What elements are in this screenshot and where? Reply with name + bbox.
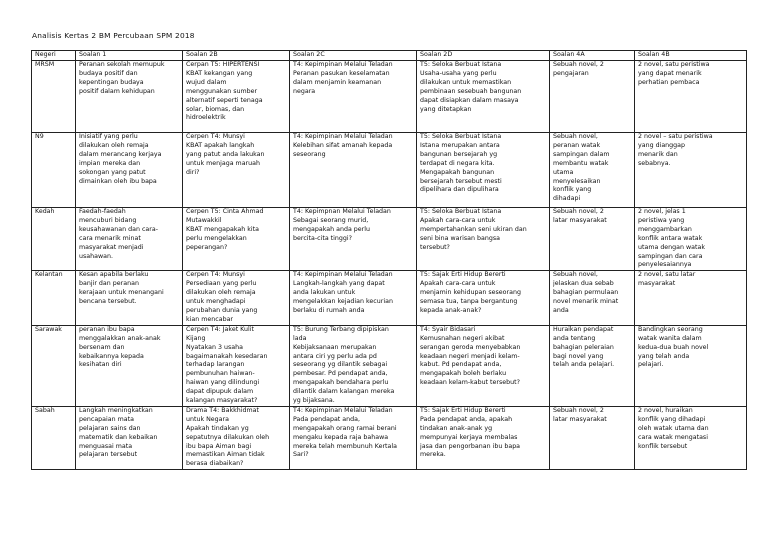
cell-text-line: mempertahankan seni ukiran dan xyxy=(420,225,527,233)
cell-text-line: Sebuah novel, 2 xyxy=(553,406,604,414)
cell-text-line: wujud dalam xyxy=(186,78,227,86)
cell-text-line: lada xyxy=(293,334,307,342)
cell-text-line: terdapat di negara kita. xyxy=(420,159,495,167)
cell-text-line: Bandingkan seorang xyxy=(638,325,703,333)
cell-text-line: membantu watak xyxy=(553,159,609,167)
cell-soalan-2c xyxy=(290,406,417,469)
cell-text-line: mengapakah bendahara perlu xyxy=(293,379,389,387)
cell-text-line: Apakah tindakan yg xyxy=(186,424,249,432)
cell-text-line: peranan ibu bapa xyxy=(79,325,135,333)
table-row xyxy=(32,325,747,406)
cell-text-line: Kijang xyxy=(186,334,206,342)
header-soalan-4a: Soalan 4A xyxy=(550,51,635,61)
cell-text-line: T4: Kepimpinan Melalui Teladan xyxy=(293,406,393,414)
cell-soalan-1 xyxy=(76,61,183,133)
cell-text-line: Kemusnahan negeri akibat xyxy=(420,334,505,342)
cell-text-line: semasa tua, tanpa bergantung xyxy=(420,298,518,306)
cell-text-line: memastikan Aiman tidak xyxy=(186,451,265,459)
cell-text-line: T5: Sajak Erti Hidup Bererti xyxy=(420,271,506,279)
header-soalan-1: Soalan 1 xyxy=(76,51,183,61)
cell-text-line: impian mereka dan xyxy=(79,159,141,167)
cell-text-line: T4: Kepimpnan Melalui Teladan xyxy=(293,208,391,215)
cell-text-line: bencana tersebut. xyxy=(79,298,137,306)
cell-soalan-4a xyxy=(550,325,635,406)
cell-text-line: bahagian permulaan xyxy=(553,289,619,297)
cell-soalan-2b xyxy=(183,208,290,271)
cell-text-line: bersenam dan xyxy=(79,343,125,351)
cell-text-line: 2 novel – satu peristiwa xyxy=(638,133,713,140)
cell-text-line: telah anda pelajari. xyxy=(553,361,615,369)
cell-text-line: cara watak mengatasi xyxy=(638,433,708,441)
cell-text-line: latar masyarakat xyxy=(553,216,607,224)
state-cell: N9 xyxy=(32,133,76,208)
cell-text-line: menarik dan xyxy=(638,150,678,158)
header-negeri: Negeri xyxy=(32,51,76,61)
cell-text-line: terhadap larangan xyxy=(186,361,245,369)
cell-text-line: KBAT apakah langkah xyxy=(186,141,255,149)
cell-text-line: kedua-dua buah novel xyxy=(638,343,709,351)
cell-text-line: Peranan sekolah memupuk xyxy=(79,61,165,68)
cell-text-line: Inisiatif yang perlu xyxy=(79,133,138,140)
cell-text-line: negara xyxy=(293,87,316,95)
cell-soalan-1 xyxy=(76,271,183,325)
cell-text-line: konflik tersebut xyxy=(638,442,688,450)
table-row xyxy=(32,208,747,271)
cell-text-line: latar masyarakat xyxy=(553,415,607,423)
state-cell: Sabah xyxy=(32,406,76,469)
cell-soalan-2b xyxy=(183,325,290,406)
cell-text-line: KBAT kekangan yang xyxy=(186,69,253,77)
cell-soalan-2d xyxy=(417,271,550,325)
cell-text-line: KBAT mengapakah kita xyxy=(186,225,259,233)
cell-text-line: novel menarik minat xyxy=(553,298,619,306)
cell-text-line: berlaku di rumah anda xyxy=(293,306,365,314)
cell-text-line: utama dengan watak xyxy=(638,243,706,251)
cell-soalan-1 xyxy=(76,325,183,406)
cell-text-line: Usaha-usaha yang perlu xyxy=(420,69,497,77)
cell-text-line: perhatian pembaca xyxy=(638,78,700,86)
table-row xyxy=(32,133,747,208)
cell-text-line: T5: Seloka Berbuat Istana xyxy=(420,208,502,215)
cell-soalan-4b xyxy=(635,325,747,406)
cell-text-line: dilakukan oleh remaja xyxy=(186,289,256,297)
cell-text-line: utama xyxy=(553,168,574,176)
cell-soalan-2d xyxy=(417,61,550,133)
cell-text-line: mengapakah anda perlu xyxy=(293,225,371,233)
cell-text-line: dilakukan untuk memastikan xyxy=(420,78,512,86)
cell-text-line: dilakukan oleh remaja xyxy=(79,141,149,149)
cell-text-line: bagaimanakah kesedaran xyxy=(186,352,268,360)
cell-text-line: yang patut anda lakukan xyxy=(186,150,265,158)
cell-text-line: Kesan apabila berlaku xyxy=(79,271,149,279)
cell-text-line: anda tentang xyxy=(553,334,596,342)
cell-text-line: T4: Syair Bidasari xyxy=(420,325,476,333)
cell-text-line: mencuburi bidang xyxy=(79,216,137,224)
cell-soalan-4a xyxy=(550,61,635,133)
cell-text-line: T4: Kepimpinan Melalui Teladan xyxy=(293,61,393,68)
cell-text-line: T5: Seloka Berbuat Istana xyxy=(420,133,502,140)
cell-text-line: menjamin kehidupan seseorang xyxy=(420,289,521,297)
cell-text-line: Apakah cara-cara untuk xyxy=(420,216,496,224)
cell-text-line: peperangan? xyxy=(186,243,228,251)
cell-text-line: Pada pendapat anda, apakah xyxy=(420,415,513,423)
cell-text-line: oleh watak utama dan xyxy=(638,424,709,432)
cell-text-line: Kelebihan sifat amanah kepada xyxy=(293,141,393,149)
cell-text-line: Sebuah novel, 2 xyxy=(553,208,604,215)
cell-text-line: anda xyxy=(553,306,569,314)
cell-text-line: bangunan bersejarah yg xyxy=(420,150,498,158)
cell-text-line: dalam menjamin keamanan xyxy=(293,78,382,86)
cell-text-line: Nyatakan 3 usaha xyxy=(186,343,243,351)
cell-text-line: Sari? xyxy=(293,451,309,459)
cell-soalan-4b xyxy=(635,208,747,271)
table-row xyxy=(32,406,747,469)
cell-soalan-2d xyxy=(417,208,550,271)
cell-text-line: konflik antara watak xyxy=(638,234,703,242)
cell-text-line: Mutawakkil xyxy=(186,216,222,224)
cell-soalan-2d xyxy=(417,325,550,406)
cell-text-line: kebaikannya kepada xyxy=(79,352,144,360)
cell-text-line: diri? xyxy=(186,168,200,176)
cell-text-line: berasa diabaikan? xyxy=(186,460,244,468)
cell-text-line: budaya positif dan xyxy=(79,69,138,77)
header-soalan-4b: Soalan 4B xyxy=(635,51,747,61)
cell-text-line: bersejarah tersebut mesti xyxy=(420,177,502,185)
cell-text-line: serangan geroda menyebabkan xyxy=(420,343,521,351)
cell-text-line: keadaan kelam-kabut tersebut? xyxy=(420,379,520,387)
cell-text-line: Cerpen T4: Jaket Kulit xyxy=(186,325,254,333)
cell-soalan-2c xyxy=(290,61,417,133)
cell-soalan-2d xyxy=(417,133,550,208)
cell-text-line: Cerpen T4: Munsyi xyxy=(186,133,245,140)
cell-text-line: Sebagai seorang murid, xyxy=(293,216,369,224)
cell-text-line: yang ditetapkan xyxy=(420,105,472,113)
cell-text-line: solar, biomas, dan xyxy=(186,105,245,113)
cell-text-line: Apakah cara-cara untuk xyxy=(420,280,496,288)
cell-text-line: Pada pendapat anda, xyxy=(293,415,360,423)
cell-text-line: menggalakkan anak-anak xyxy=(79,334,161,342)
cell-text-line: sokongan yang patut xyxy=(79,168,146,176)
cell-soalan-2d xyxy=(417,406,550,469)
cell-text-line: Sebuah novel, 2 xyxy=(553,61,604,68)
cell-text-line: tersebut? xyxy=(420,243,450,251)
cell-text-line: seseorang yg dilantik sebagai xyxy=(293,361,388,369)
cell-text-line: T4: Kepimpinan Melalui Teladan xyxy=(293,133,393,140)
cell-text-line: mengapakah boleh berlaku xyxy=(420,370,507,378)
cell-text-line: masyarakat menjadi xyxy=(79,243,144,251)
cell-soalan-2c xyxy=(290,133,417,208)
cell-text-line: Huraikan pendapat xyxy=(553,325,614,333)
cell-text-line: bahagian peleraian xyxy=(553,343,614,351)
cell-text-line: masyarakat xyxy=(638,280,676,288)
document-title: Analisis Kertas 2 BM Percubaan SPM 2018 xyxy=(32,31,195,40)
cell-text-line: T5: Seloka Berbuat Istana xyxy=(420,61,502,68)
cell-text-line: tindakan anak-anak yg xyxy=(420,424,493,432)
cell-text-line: pengajaran xyxy=(553,69,589,77)
cell-text-line: Cerpen T5: Cinta Ahmad xyxy=(186,208,264,215)
cell-text-line: mengaku kepada raja bahawa xyxy=(293,433,389,441)
cell-text-line: Sebuah novel, xyxy=(553,271,598,279)
cell-text-line: peranan watak xyxy=(553,141,601,149)
cell-soalan-4a xyxy=(550,133,635,208)
cell-text-line: dipelihara dan dipulihara xyxy=(420,186,499,194)
cell-text-line: sampingan dan cara xyxy=(638,252,703,260)
cell-text-line: pembesar. Pd pendapat anda, xyxy=(293,370,388,378)
cell-text-line: dihadapi xyxy=(553,195,581,203)
cell-text-line: positif dalam kehidupan xyxy=(79,87,155,95)
cell-text-line: Faedah-faedah xyxy=(79,208,126,215)
cell-soalan-1 xyxy=(76,406,183,469)
header-soalan-2c: Soalan 2C xyxy=(290,51,417,61)
cell-soalan-4a xyxy=(550,271,635,325)
state-cell: Sarawak xyxy=(32,325,76,406)
cell-text-line: menyelesaikan xyxy=(553,177,601,185)
cell-soalan-1 xyxy=(76,133,183,208)
cell-text-line: antara ciri yg perlu ada pd xyxy=(293,352,377,360)
cell-soalan-2c xyxy=(290,208,417,271)
cell-text-line: kesihatan diri xyxy=(79,361,122,369)
cell-text-line: banjir dan peranan xyxy=(79,280,139,288)
cell-text-line: bercita-cita tinggi? xyxy=(293,234,352,242)
cell-soalan-2b xyxy=(183,406,290,469)
cell-text-line: dimainkan oleh ibu bapa xyxy=(79,177,157,185)
cell-soalan-2c xyxy=(290,271,417,325)
cell-text-line: Peranan pasukan keselamatan xyxy=(293,69,390,77)
cell-text-line: dalam merancang kerjaya xyxy=(79,150,162,158)
cell-text-line: matematik dan kebaikan xyxy=(79,433,158,441)
cell-text-line: Mengapakah bangunan xyxy=(420,168,495,176)
cell-text-line: untuk menjaga maruah xyxy=(186,159,260,167)
analysis-table xyxy=(31,50,747,470)
cell-text-line: untuk Negara xyxy=(186,415,229,423)
cell-soalan-2b xyxy=(183,133,290,208)
cell-text-line: hidroelektrik xyxy=(186,114,226,122)
cell-text-line: Cerpen T4: Munsyi xyxy=(186,271,245,279)
state-cell: MRSM xyxy=(32,61,76,133)
cell-text-line: konflik yang dihadapi xyxy=(638,415,706,423)
cell-soalan-4b xyxy=(635,61,747,133)
state-cell: Kedah xyxy=(32,208,76,271)
cell-text-line: watak wanita dalam xyxy=(638,334,702,342)
cell-text-line: 2 novel, satu peristiwa xyxy=(638,61,710,68)
cell-text-line: yg bijaksana. xyxy=(293,397,335,405)
cell-soalan-4b xyxy=(635,271,747,325)
cell-text-line: pelajaran tersebut xyxy=(79,451,138,459)
cell-text-line: T4: Kepimpinan Melalui Teladan xyxy=(293,271,393,279)
cell-text-line: alternatif seperti tenaga xyxy=(186,96,263,104)
cell-text-line: 2 novel, satu latar xyxy=(638,271,696,279)
cell-text-line: menguasai mata xyxy=(79,442,133,450)
cell-text-line: kian mencabar xyxy=(186,315,234,323)
cell-text-line: sebabnya. xyxy=(638,159,671,167)
cell-text-line: mereka. xyxy=(420,451,446,459)
cell-text-line: kerajaan untuk menangani xyxy=(79,289,164,297)
cell-text-line: dapat disiapkan dalam masaya xyxy=(420,96,519,104)
cell-text-line: yang telah anda xyxy=(638,352,690,360)
cell-soalan-2c xyxy=(290,325,417,406)
cell-text-line: mengelakkan kejadian kecurian xyxy=(293,298,393,306)
cell-soalan-1 xyxy=(76,208,183,271)
cell-text-line: mempunyai kerjaya membalas xyxy=(420,433,518,441)
cell-text-line: menggunakan sumber xyxy=(186,87,258,95)
state-cell: Kelantan xyxy=(32,271,76,325)
header-row xyxy=(32,51,747,61)
cell-text-line: pelajaran sains dan xyxy=(79,424,141,432)
cell-text-line: dapat dipupuk dalam xyxy=(186,388,254,396)
cell-soalan-2b xyxy=(183,61,290,133)
cell-text-line: usahawan. xyxy=(79,252,113,260)
cell-text-line: sepatutnya dilakukan oleh xyxy=(186,433,270,441)
cell-text-line: peristiwa yang xyxy=(638,216,685,224)
cell-text-line: kepentingan budaya xyxy=(79,78,144,86)
cell-text-line: kalangan masyarakat? xyxy=(186,397,258,405)
cell-text-line: Istana merupakan antara xyxy=(420,141,500,149)
header-soalan-2b: Soalan 2B xyxy=(183,51,290,61)
cell-text-line: pembinaan sesebuah bangunan xyxy=(420,87,522,95)
cell-soalan-4b xyxy=(635,133,747,208)
cell-text-line: ibu bapa Aiman bagi xyxy=(186,442,252,450)
cell-text-line: cara menarik minat xyxy=(79,234,141,242)
cell-text-line: pembunuhan haiwan- xyxy=(186,370,255,378)
cell-text-line: T5: Burung Terbang dipipiskan xyxy=(293,325,389,333)
cell-text-line: 2 novel, jelas 1 xyxy=(638,208,686,215)
cell-text-line: sampingan dalam xyxy=(553,150,610,158)
cell-soalan-4a xyxy=(550,208,635,271)
cell-text-line: dilantik dalam kalangan mereka xyxy=(293,388,395,396)
cell-text-line: seni bina warisan bangsa xyxy=(420,234,500,242)
cell-text-line: kabut. Pd pendapat anda, xyxy=(420,361,502,369)
cell-text-line: jasa dan pengorbanan ibu bapa xyxy=(420,442,521,450)
cell-text-line: pelajari. xyxy=(638,361,664,369)
cell-text-line: Langkah meningkatkan xyxy=(79,406,153,414)
cell-text-line: perlu mengelakkan xyxy=(186,234,247,242)
cell-text-line: untuk menghadapi xyxy=(186,298,246,306)
cell-text-line: keusahawanan dan cara- xyxy=(79,225,159,233)
cell-text-line: Cerpan T5: HIPERTENSI xyxy=(186,61,260,68)
cell-text-line: anda lakukan untuk xyxy=(293,289,356,297)
cell-text-line: perubahan dunia yang xyxy=(186,306,258,314)
cell-text-line: jelaskan dua sebab xyxy=(553,280,614,288)
cell-soalan-4b xyxy=(635,406,747,469)
cell-text-line: 2 novel, huraikan xyxy=(638,406,693,414)
cell-text-line: keadaan negeri menjadi kelam- xyxy=(420,352,520,360)
cell-text-line: Sebuah novel, xyxy=(553,133,598,140)
cell-text-line: Persediaan yang perlu xyxy=(186,280,257,288)
cell-soalan-4a xyxy=(550,406,635,469)
cell-text-line: pencapaian mata xyxy=(79,415,134,423)
cell-text-line: seseorang xyxy=(293,150,326,158)
cell-text-line: haiwan yang dilindungi xyxy=(186,379,260,387)
cell-text-line: yang dianggap xyxy=(638,141,686,149)
cell-text-line: Kebijaksanaan merupakan xyxy=(293,343,377,351)
cell-text-line: T5: Sajak Erti Hidup Bererti xyxy=(420,406,506,414)
cell-text-line: mengapakah orang ramai berani xyxy=(293,424,397,432)
cell-text-line: konflik yang xyxy=(553,186,592,194)
cell-text-line: penyelesaiannya xyxy=(638,261,692,269)
cell-text-line: bagi novel yang xyxy=(553,352,604,360)
table-row xyxy=(32,271,747,325)
cell-soalan-2b xyxy=(183,271,290,325)
cell-text-line: mereka telah membunuh Kertala xyxy=(293,442,397,450)
header-soalan-2d: Soalan 2D xyxy=(417,51,550,61)
table-row xyxy=(32,61,747,133)
cell-text-line: Langkah-langkah yang dapat xyxy=(293,280,385,288)
cell-text-line: Drama T4: Bakkhidmat xyxy=(186,406,259,414)
cell-text-line: kepada anak-anak? xyxy=(420,306,482,314)
cell-text-line: menggambarkan xyxy=(638,225,692,233)
cell-text-line: yang dapat menarik xyxy=(638,69,702,77)
